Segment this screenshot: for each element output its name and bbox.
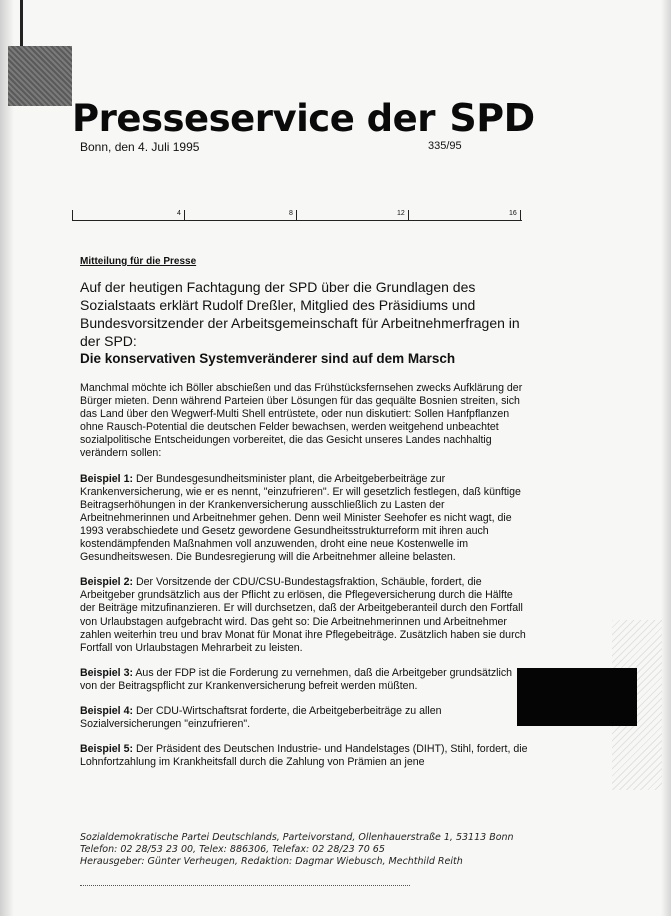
paragraph-text: Der CDU-Wirtschaftsrat forderte, die Arbeitgeberbeiträge zu allen Sozialversicherungen "einzufrieren". xyxy=(80,704,442,731)
press-notice-label: Mitteilung für die Presse xyxy=(80,256,197,267)
intro-paragraph: Auf der heutigen Fachtagung der SPD über die Grundlagen des Sozialstaats erklärt Rudolf Dreßler, Mitglied des Präsidiums und Bundesvorsitzender der Arbeitsgemeinschaft für Arbeitnehmerfragen in der SPD: xyxy=(80,279,520,349)
example-label: Beispiel 2: xyxy=(80,576,133,589)
paragraph-text: Aus der FDP ist die Forderung zu vernehmen, daß die Arbeitgeber grundsätzlich von der Beitragspflicht zur Krankenversicherung befreit werden müßten. xyxy=(80,666,513,692)
headline: Die konservativen Systemveränderer sind auf dem Marsch xyxy=(80,351,456,366)
masthead-brand: SPD xyxy=(449,96,535,140)
scan-edge-left xyxy=(0,0,14,916)
ruler-tick xyxy=(72,210,73,220)
example-label: Beispiel 5: xyxy=(80,743,133,756)
example-label: Beispiel 3: xyxy=(80,666,133,679)
example-label: Beispiel 1: xyxy=(80,472,133,485)
paragraph xyxy=(80,473,528,565)
dateline: Bonn, den 4. Juli 1995 xyxy=(80,140,200,154)
scan-edge-right xyxy=(661,0,671,916)
paragraph xyxy=(80,576,528,655)
paragraph xyxy=(80,705,528,731)
masthead xyxy=(72,96,535,140)
paragraph-text: Manchmal möchte ich Böller abschießen und das Frühstücksfernsehen zwecks Aufklärung der Bürger mieten. Denn während Parteien über Lösungen für das gequälte Bosnien streiten, sich das Land über den Wegwerf-Multi Shell entrüstete, oder nun diskutiert: Sollen Hanfpflanzen ohne Rausch-Potential die deutschen Felder bewachsen, werden weitgehend unbeachtet sozialpolitische Entscheidungen vorbereitet, die das Gesicht unseres Landes nachhaltig verändern sollen: xyxy=(80,382,523,460)
paragraph-text: Der Bundesgesundheitsminister plant, die Arbeitgeberbeiträge zur Krankenversicherung, wie er es nennt, "einzufrieren". Er will gesetzlich festlegen, daß künftige Beitragserhöhungen in der Krankenversicherung ausschließlich zu Lasten der Arbeitnehmerinnen und Arbeitnehmer gehen. Denn weil Minister Seehofer es nicht wagt, die 1993 verabschiedete und Gesetz gewordene Gesundheitsstrukturreform mit ihren auch kostendämpfenden Maßnahmen voll anzuwenden, droht eine neue Kostenwelle im Gesundheitswesen. Die Bundesregierung will die Arbeitnehmer alleine belasten. xyxy=(80,472,521,564)
paragraph xyxy=(80,667,528,693)
ruler-number: 4 xyxy=(177,210,181,217)
footer-contact: Telefon: 02 28/53 23 00, Telex: 886306, Telefax: 02 28/23 70 65 xyxy=(80,844,385,855)
ruler-number: 12 xyxy=(397,210,405,217)
footer-editors: Herausgeber: Günter Verheugen, Redaktion: Dagmar Wiebusch, Mechthild Reith xyxy=(80,856,463,867)
footer xyxy=(80,832,514,868)
footer-address: Sozialdemokratische Partei Deutschlands, Parteivorstand, Ollenhauerstraße 1, 53113 Bonn xyxy=(80,832,514,843)
scan-black-block xyxy=(517,668,637,726)
ruler-tick xyxy=(408,210,409,220)
scan-gray-block xyxy=(8,46,72,106)
ruler-tick xyxy=(184,210,185,220)
paragraph-text: Der Präsident des Deutschen Industrie- und Handelstages (DIHT), Stihl, fordert, die Lohnfortzahlung im Krankheitsfall durch die Zahlung von Prämien an jene xyxy=(80,743,528,769)
paragraph-text: Der Vorsitzende der CDU/CSU-Bundestagsfraktion, Schäuble, fordert, die Arbeitgeber grundsätzlich aus der Pflicht zu erlösen, die Pflegeversicherung durch die Hälfte der Beiträge mitzufinanzieren. Er will durchsetzen, daß der Arbeitgeberanteil durch den Fortfall von Urlaubstagen aufgebracht wird. Das geht so: Die Arbeitnehmerinnen und Arbeitnehmer zahlen weiterhin treu und brav Monat für Monat ihre Pflegebeiträge. Zusätzlich haben sie durch Fortfall von Urlaubstagen Mehrarbeit zu leisten. xyxy=(80,576,526,654)
paragraph xyxy=(80,743,528,769)
footer-rule xyxy=(80,885,410,886)
paragraph xyxy=(80,382,528,461)
masthead-title: Presseservice der xyxy=(72,97,435,140)
ruler-number: 16 xyxy=(509,210,517,217)
example-label: Beispiel 4: xyxy=(80,704,133,717)
ruler-tick xyxy=(520,210,521,220)
ruler-tick xyxy=(296,210,297,220)
binder-mark xyxy=(20,0,23,48)
document-number: 335/95 xyxy=(428,140,462,152)
body-text xyxy=(80,382,528,781)
ruler-number: 8 xyxy=(289,210,293,217)
typewriter-ruler xyxy=(72,210,522,221)
